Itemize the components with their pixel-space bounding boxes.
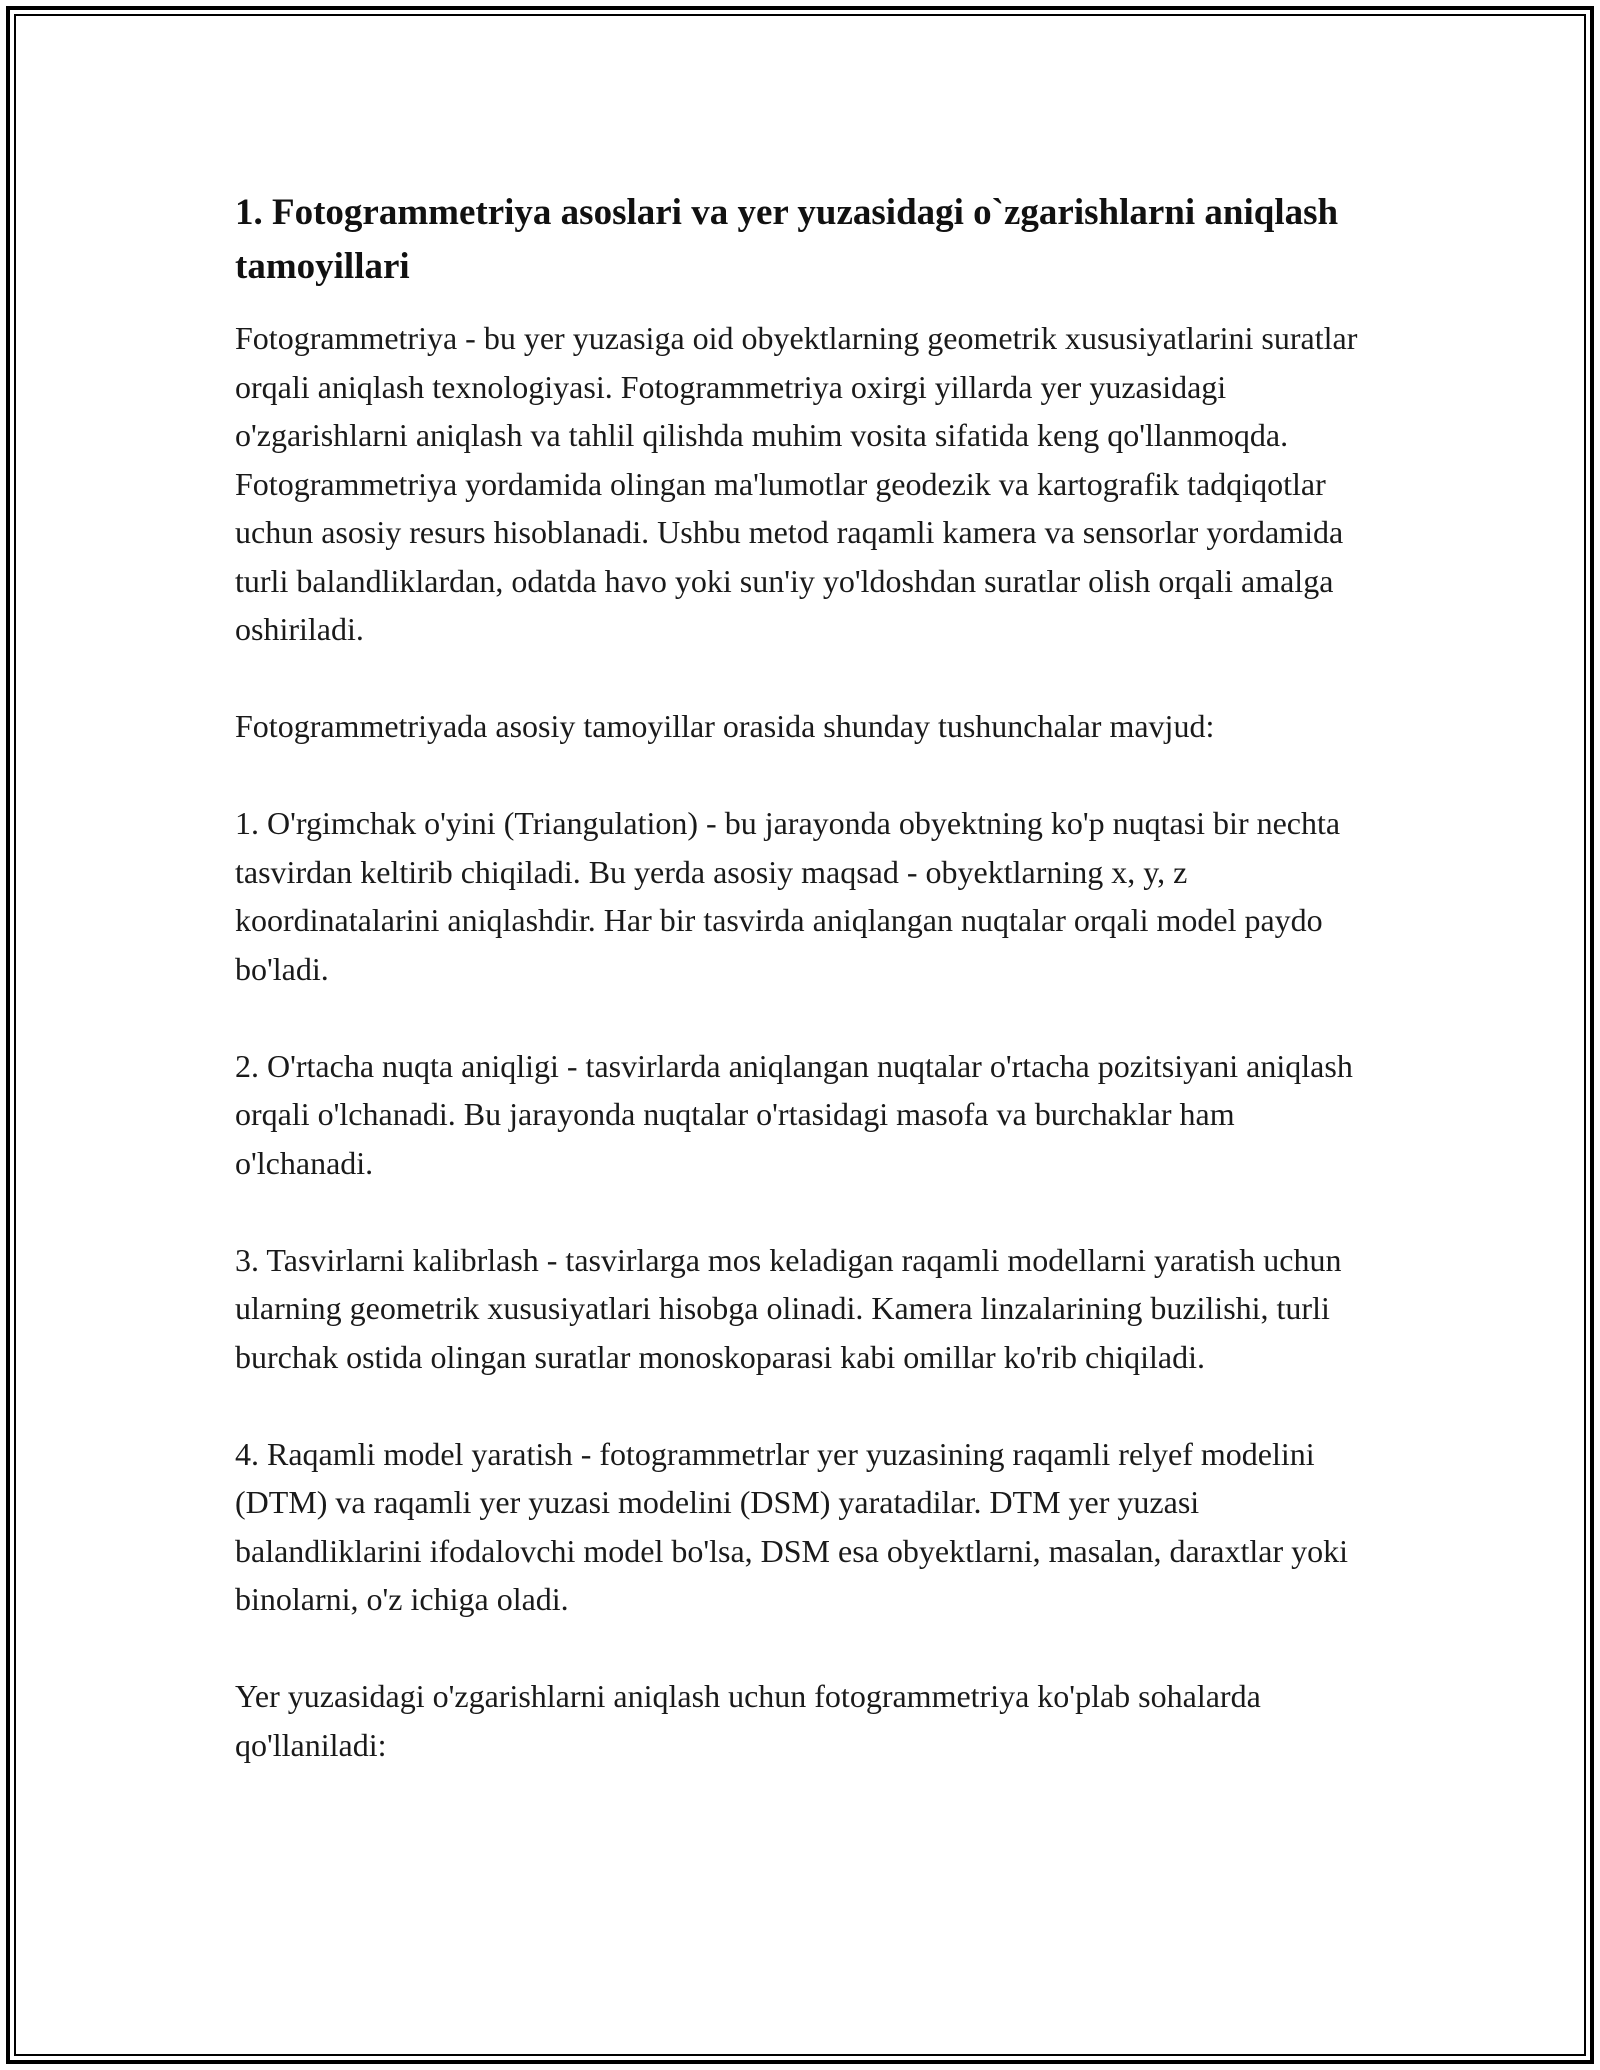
document-body [235, 186, 1360, 1769]
paragraph-intro: Fotogrammetriya - bu yer yuzasiga oid obyektlarning geometrik xususiyatlarini suratlar orqali aniqlash texnologiyasi. Fotogrammetriya oxirgi yillarda yer yuzasidagi o'zgarishlarni aniqlash va tahlil qilishda muhim vosita sifatida keng qo'llanmoqda. Fotogrammetriya yordamida olingan ma'lumotlar geodezik va kartografik tadqiqotlar uchun asosiy resurs hisoblanadi. Ushbu metod raqamli kamera va sensorlar yordamida turli balandliklardan, odatda havo yoki sun'iy yo'ldoshdan suratlar olish orqali amalga oshiriladi. [235, 320, 1358, 647]
list-item-calibration: 3. Tasvirlarni kalibrlash - tasvirlarga mos keladigan raqamli modellarni yaratish uchun ularning geometrik xususiyatlari hisobga olinadi. Kamera linzalarining buzilishi, turli burchak ostida olingan suratlar monoskoparasi kabi omillar ko'rib chiqiladi. [235, 1241, 1342, 1375]
list-item-triangulation: 1. O'rgimchak o'yini (Triangulation) - bu jarayonda obyektning ko'p nuqtasi bir nechta tasvirdan keltirib chiqiladi. Bu yerda asosiy maqsad - obyektlarning x, y, z koordinatalarini aniqlashdir. Har bir tasvirda aniqlangan nuqtalar orqali model paydo bo'ladi. [235, 805, 1341, 987]
list-item-point-accuracy: 2. O'rtacha nuqta aniqligi - tasvirlarda aniqlangan nuqtalar o'rtacha pozitsiyani aniqlash orqali o'lchanadi. Bu jarayonda nuqtalar o'rtasidagi masofa va burchaklar ham o'lchanadi. [235, 1047, 1353, 1181]
paragraph-applications-lead: Yer yuzasidagi o'zgarishlarni aniqlash uchun fotogrammetriya ko'plab sohalarda qo'llaniladi: [235, 1678, 1261, 1763]
list-item-digital-model: 4. Raqamli model yaratish - fotogrammetrlar yer yuzasining raqamli relyef modelini (DTM) va raqamli yer yuzasi modelini (DSM) yaratadilar. DTM yer yuzasi balandliklarini ifodalovchi model bo'lsa, DSM esa obyektlarni, masalan, daraxtlar yoki binolarni, o'z ichiga oladi. [235, 1435, 1349, 1617]
paragraph-principles-lead: Fotogrammetriyada asosiy tamoyillar orasida shunday tushunchalar mavjud: [235, 708, 1215, 744]
section-heading: 1. Fotogrammetriya asoslari va yer yuzasidagi o`zgarishlarni aniqlash tamoyillari [235, 192, 1339, 287]
